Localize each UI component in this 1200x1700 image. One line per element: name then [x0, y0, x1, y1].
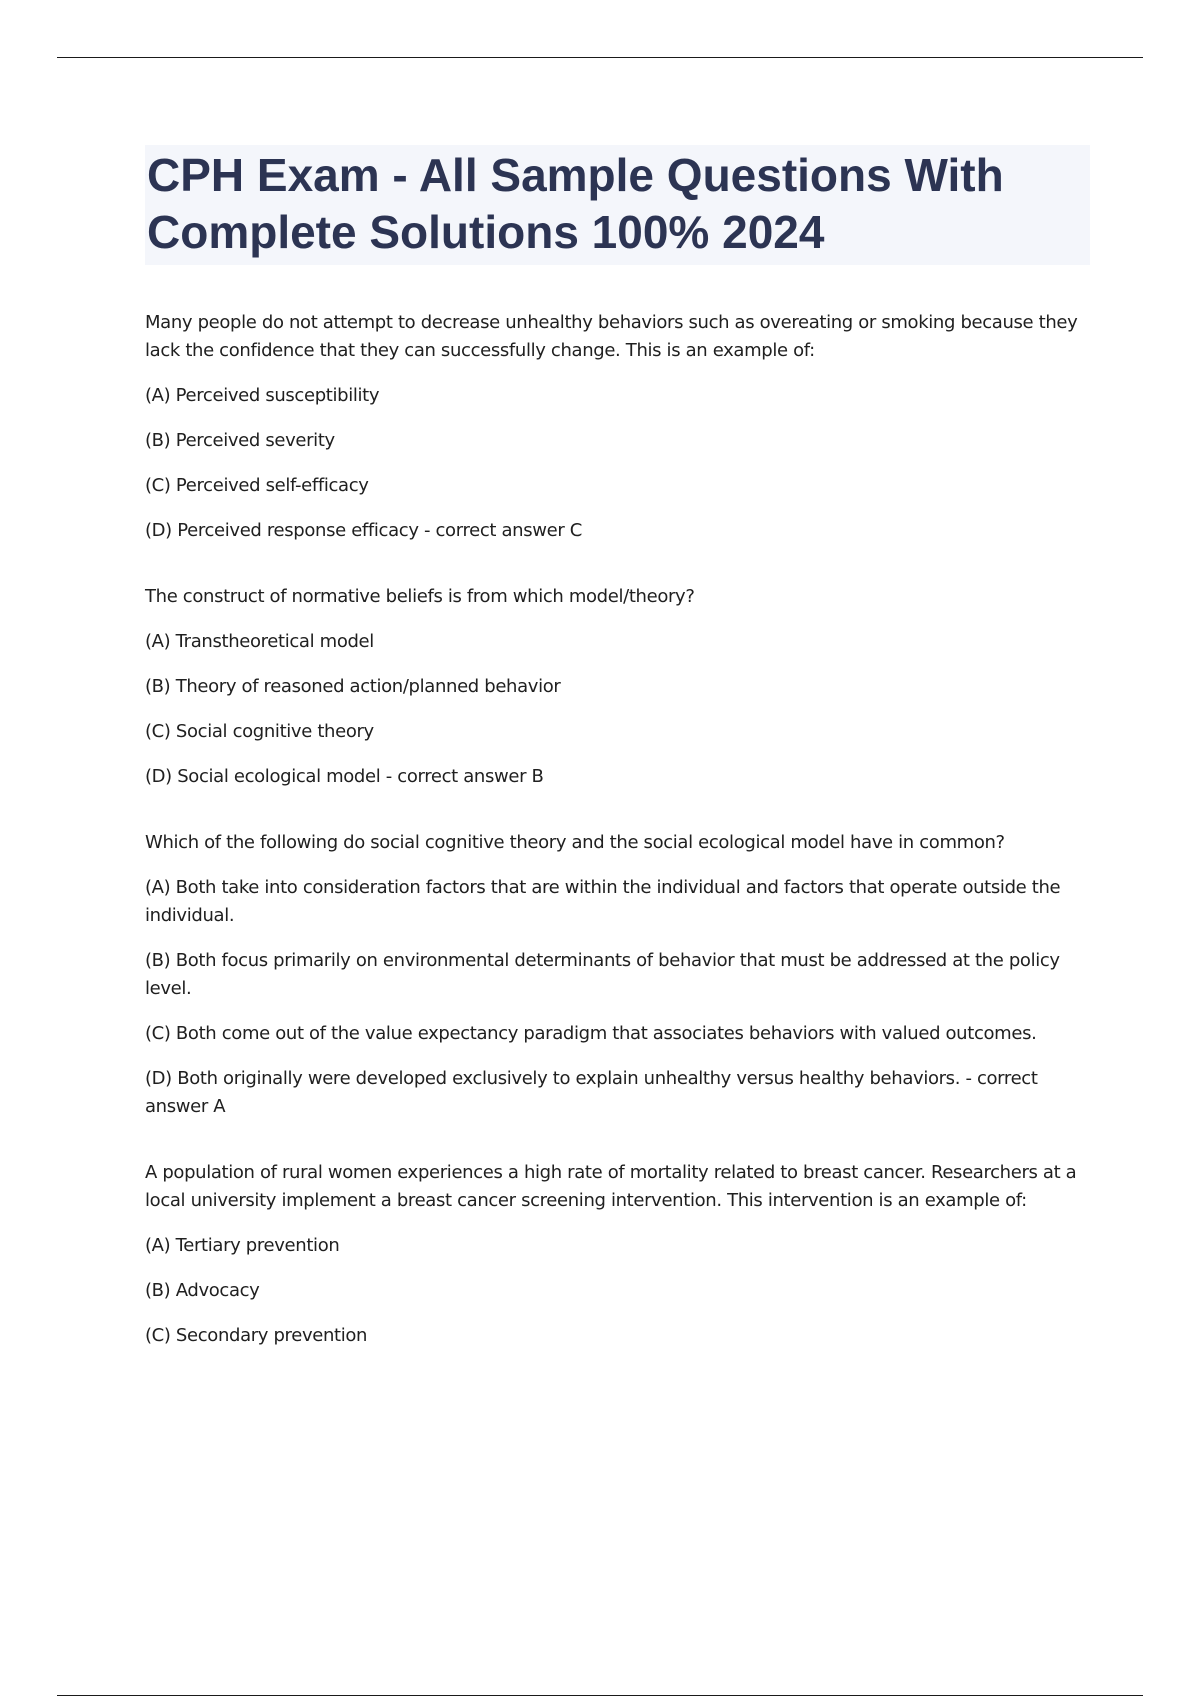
- answer-option: (B) Advocacy: [145, 1280, 260, 1301]
- footer-rule: [57, 1695, 1143, 1696]
- answer-option: (C) Both come out of the value expectancy paradigm that associates behaviors with valued outcomes.: [145, 1023, 1037, 1044]
- title-block: [145, 145, 1090, 265]
- answer-option: (A) Both take into consideration factors that are within the individual and factors that operate outside the individual.: [145, 877, 1061, 926]
- answer-option: (A) Tertiary prevention: [145, 1235, 340, 1256]
- answer-option: (A) Perceived susceptibility: [145, 385, 380, 406]
- question-1: [145, 309, 1090, 545]
- page-title: CPH Exam - All Sample Questions With Complete Solutions 100% 2024: [147, 149, 1004, 258]
- answer-option: (B) Both focus primarily on environmental determinants of behavior that must be addressed at the policy level.: [145, 950, 1060, 999]
- answer-option: (C) Secondary prevention: [145, 1325, 368, 1346]
- answer-option: (B) Theory of reasoned action/planned behavior: [145, 676, 561, 697]
- question-3: [145, 829, 1090, 1121]
- question-stem: Many people do not attempt to decrease unhealthy behaviors such as overeating or smoking because they lack the confidence that they can successfully change. This is an example of:: [145, 312, 1078, 361]
- question-stem: The construct of normative beliefs is from which model/theory?: [145, 586, 695, 607]
- question-2: [145, 583, 1090, 791]
- answer-option: (D) Perceived response efficacy - correct answer C: [145, 520, 582, 541]
- document-body: [145, 145, 1090, 1388]
- answer-option: (D) Social ecological model - correct answer B: [145, 766, 544, 787]
- answer-option: (C) Social cognitive theory: [145, 721, 374, 742]
- question-4: [145, 1159, 1090, 1350]
- header-rule: [57, 57, 1143, 58]
- question-stem: Which of the following do social cognitive theory and the social ecological model have in common?: [145, 832, 1005, 853]
- answer-option: (C) Perceived self-efficacy: [145, 475, 369, 496]
- answer-option: (A) Transtheoretical model: [145, 631, 374, 652]
- answer-option: (B) Perceived severity: [145, 430, 335, 451]
- question-stem: A population of rural women experiences a high rate of mortality related to breast cancer. Researchers at a local university implement a breast cancer screening intervention. This intervention is an example of:: [145, 1162, 1077, 1211]
- answer-option: (D) Both originally were developed exclusively to explain unhealthy versus healthy behaviors. - correct answer A: [145, 1068, 1038, 1117]
